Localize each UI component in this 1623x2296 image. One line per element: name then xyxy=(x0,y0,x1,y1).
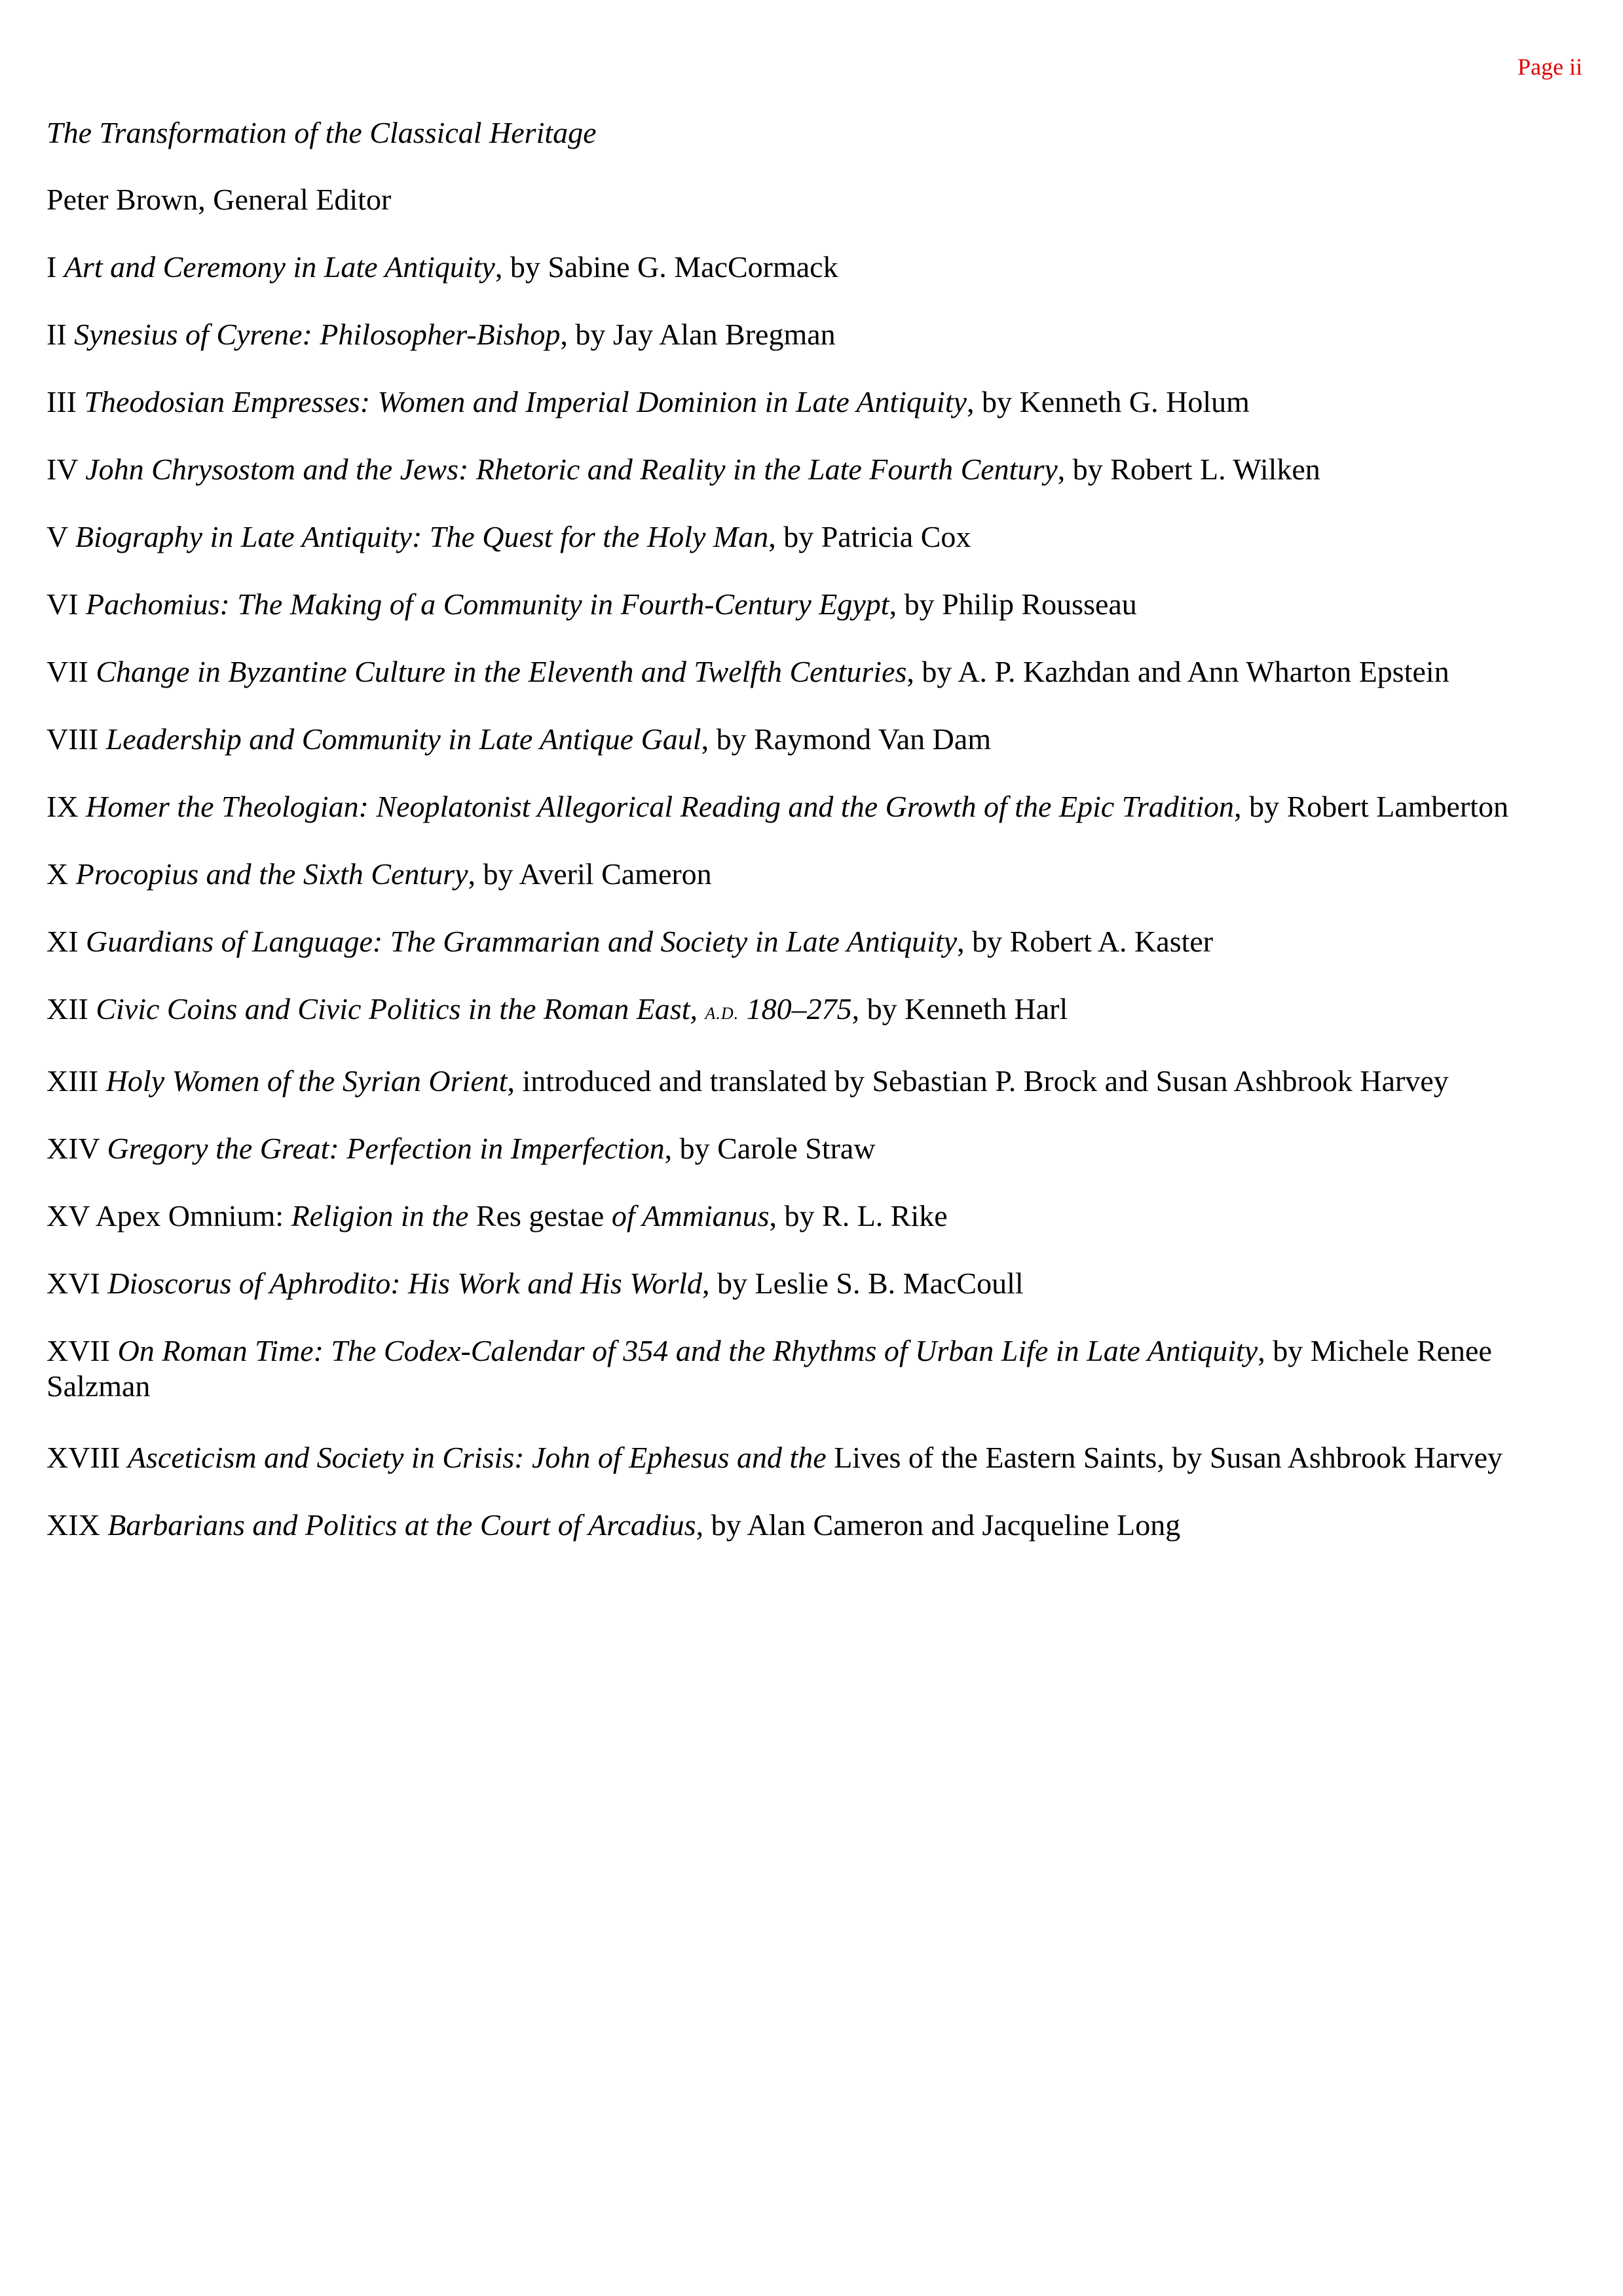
book-byline: , by Kenneth Harl xyxy=(851,992,1068,1026)
book-title: Gregory the Great: Perfection in Imperfection xyxy=(107,1132,665,1165)
book-byline: , by Leslie S. B. MacCoull xyxy=(702,1267,1024,1300)
book-entry xyxy=(47,1266,1579,1301)
book-numeral: XV xyxy=(47,1199,90,1232)
book-title: Change in Byzantine Culture in the Eleventh and Twelfth Centuries xyxy=(96,655,907,688)
book-title-lead: Apex Omnium: xyxy=(95,1199,284,1232)
book-entry xyxy=(47,1333,1579,1404)
book-title: Leadership and Community in Late Antique Gaul xyxy=(105,722,701,756)
book-numeral: IX xyxy=(47,790,79,823)
book-byline: , by Kenneth G. Holum xyxy=(967,385,1250,418)
book-entry xyxy=(47,1198,1579,1234)
book-entry xyxy=(47,722,1579,757)
book-byline: , by Averil Cameron xyxy=(468,857,712,891)
book-byline: , by Michele Renee Salzman xyxy=(47,1334,1492,1403)
book-title: Barbarians and Politics at the Court of Arcadius xyxy=(107,1508,696,1542)
book-numeral: X xyxy=(47,857,69,891)
book-title-mid: Lives of the Eastern Saints xyxy=(834,1441,1157,1474)
book-title: Dioscorus of Aphrodito: His Work and His World xyxy=(107,1267,703,1300)
book-entry xyxy=(47,654,1579,690)
series-title: The Transformation of the Classical Heritage xyxy=(47,116,597,149)
book-numeral: V xyxy=(47,520,68,553)
book-byline: , by Raymond Van Dam xyxy=(701,722,992,756)
book-entry xyxy=(47,1131,1579,1166)
book-byline: , by Susan Ashbrook Harvey xyxy=(1157,1441,1502,1474)
book-numeral: XVII xyxy=(47,1334,111,1367)
book-list xyxy=(47,250,1579,1543)
book-byline: , by R. L. Rike xyxy=(769,1199,948,1232)
book-numeral: I xyxy=(47,250,57,284)
book-byline: , by Philip Rousseau xyxy=(889,587,1137,621)
book-byline: , by Patricia Cox xyxy=(768,520,971,553)
book-title-tail: 180–275 xyxy=(746,992,852,1026)
book-title-mid: Res gestae xyxy=(476,1199,605,1232)
book-byline: , by Alan Cameron and Jacqueline Long xyxy=(696,1508,1181,1542)
page-number-label: Page ii xyxy=(1518,54,1582,80)
book-numeral: VII xyxy=(47,655,88,688)
book-title: Procopius and the Sixth Century xyxy=(75,857,468,891)
book-numeral: III xyxy=(47,385,77,418)
book-title: Pachomius: The Making of a Community in Fourth-Century Egypt xyxy=(86,587,889,621)
book-byline: , by A. P. Kazhdan and Ann Wharton Epstein xyxy=(906,655,1449,688)
book-title: Religion in the xyxy=(291,1199,469,1232)
book-entry xyxy=(47,250,1579,285)
book-entry xyxy=(47,857,1579,892)
book-title: Asceticism and Society in Crisis: John of Ephesus and the xyxy=(127,1441,827,1474)
book-entry xyxy=(47,991,1579,1031)
book-numeral: XIII xyxy=(47,1064,99,1098)
book-numeral: XI xyxy=(47,925,79,958)
book-title: Homer the Theologian: Neoplatonist Allegorical Reading and the Growth of the Epic Tradition xyxy=(86,790,1235,823)
book-numeral: XVI xyxy=(47,1267,100,1300)
book-byline: , by Jay Alan Bregman xyxy=(560,318,836,351)
book-title: On Roman Time: The Codex-Calendar of 354 and the Rhythms of Urban Life in Late Antiquity xyxy=(117,1334,1258,1367)
book-entry xyxy=(47,1440,1579,1475)
book-byline: , introduced and translated by Sebastian P. Brock and Susan Ashbrook Harvey xyxy=(507,1064,1449,1098)
book-entry xyxy=(47,587,1579,622)
book-entry xyxy=(47,519,1579,555)
book-numeral: IV xyxy=(47,453,78,486)
book-entry xyxy=(47,317,1579,352)
book-entry xyxy=(47,924,1579,959)
book-title: Theodosian Empresses: Women and Imperial Dominion in Late Antiquity xyxy=(84,385,967,418)
book-numeral: XII xyxy=(47,992,88,1026)
book-numeral: II xyxy=(47,318,67,351)
book-title: Civic Coins and Civic Politics in the Roman East, xyxy=(96,992,698,1026)
book-title-era: A.D. xyxy=(705,1004,739,1023)
book-entry xyxy=(47,789,1579,824)
general-editor: Peter Brown, General Editor xyxy=(47,183,392,216)
book-numeral: XIV xyxy=(47,1132,100,1165)
book-entry xyxy=(47,1064,1579,1099)
book-title: John Chrysostom and the Jews: Rhetoric and Reality in the Late Fourth Century xyxy=(85,453,1058,486)
book-title: Holy Women of the Syrian Orient xyxy=(105,1064,508,1098)
book-byline: , by Robert A. Kaster xyxy=(957,925,1214,958)
book-title: Synesius of Cyrene: Philosopher-Bishop xyxy=(74,318,561,351)
book-byline: , by Robert Lamberton xyxy=(1234,790,1509,823)
book-numeral: VI xyxy=(47,587,79,621)
book-byline: , by Carole Straw xyxy=(664,1132,876,1165)
book-numeral: XVIII xyxy=(47,1441,121,1474)
book-entry xyxy=(47,1508,1579,1543)
book-byline: , by Robert L. Wilken xyxy=(1057,453,1320,486)
book-byline: , by Sabine G. MacCormack xyxy=(494,250,838,284)
book-numeral: XIX xyxy=(47,1508,100,1542)
book-entry xyxy=(47,384,1579,420)
document-body xyxy=(47,115,1579,1575)
book-title-tail: of Ammianus xyxy=(611,1199,770,1232)
book-entry xyxy=(47,452,1579,487)
book-title: Biography in Late Antiquity: The Quest for the Holy Man xyxy=(75,520,769,553)
book-numeral: VIII xyxy=(47,722,99,756)
book-title: Art and Ceremony in Late Antiquity xyxy=(64,250,495,284)
book-title: Guardians of Language: The Grammarian and Society in Late Antiquity xyxy=(86,925,958,958)
